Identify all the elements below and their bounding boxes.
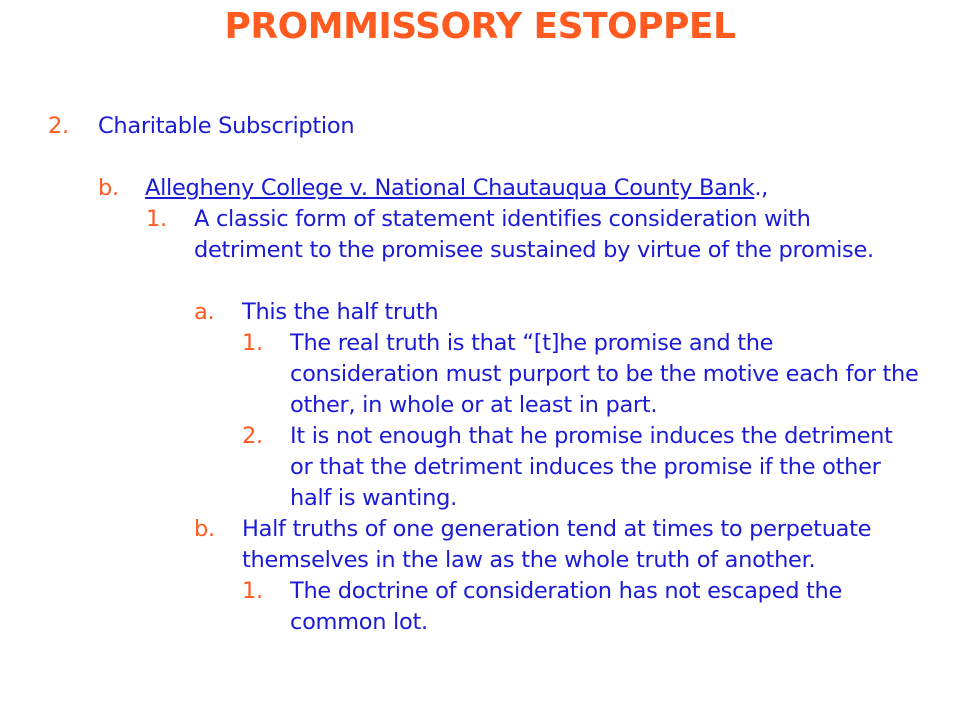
- list-marker: 1.: [242, 330, 263, 356]
- list-marker: b.: [194, 516, 215, 542]
- list-item: [98, 173, 925, 204]
- case-citation-link[interactable]: Allegheny College v. National Chautauqua County Bank: [145, 175, 755, 201]
- list-item: [194, 514, 922, 576]
- list-item-text: The doctrine of consideration has not escaped the common lot.: [290, 578, 843, 635]
- list-item: [242, 328, 920, 421]
- list-marker: 2.: [48, 113, 69, 139]
- list-item: [48, 111, 918, 142]
- list-item: [242, 576, 900, 638]
- slide-title: PROMMISSORY ESTOPPEL: [224, 6, 736, 47]
- list-marker: 1.: [146, 206, 167, 232]
- list-item-text: The real truth is that “[t]he promise and the consideration must purport to be the motive each for the other, in whole or at least in part.: [290, 330, 919, 418]
- list-item: [194, 297, 902, 328]
- list-item: [242, 421, 920, 514]
- list-item-text: This the half truth: [242, 299, 439, 325]
- list-item-text: It is not enough that he promise induces the detriment or that the detriment induces the promise if the other half is wanting.: [290, 423, 893, 511]
- list-item-text: [145, 173, 925, 204]
- list-item: [146, 204, 894, 266]
- list-marker: b.: [98, 175, 119, 201]
- list-marker: 2.: [242, 423, 263, 449]
- list-marker: 1.: [242, 578, 263, 604]
- list-item-text: Charitable Subscription: [98, 113, 355, 139]
- list-marker: a.: [194, 299, 215, 325]
- list-item-text: Half truths of one generation tend at times to perpetuate themselves in the law as the whole truth of another.: [242, 516, 872, 573]
- citation-suffix: .,: [754, 175, 769, 201]
- list-item-text: A classic form of statement identifies consideration with detriment to the promisee sustained by virtue of the promise.: [194, 206, 874, 263]
